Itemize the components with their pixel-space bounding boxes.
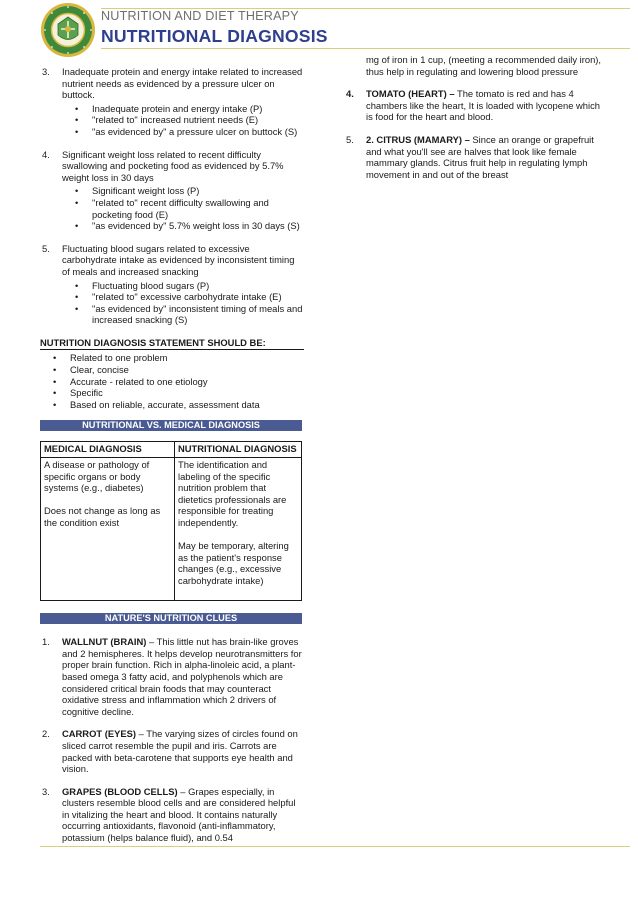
clue-text: The tomato is red and has 4 chambers like the heart, It is loaded with lycopene which is food for the heart and blood. <box>366 88 600 123</box>
clue-text: – Grapes especially, in clusters resemble blood cells and are considered helpful in vitalizing the heart and blood. It contains naturally occurring antioxidants, flavonoid (anti-inflammatory, potassium (helps balance fluid), and 0.54 <box>62 785 296 844</box>
sub-list <box>62 103 304 138</box>
clue-text: Since an orange or grapefruit and what you'll see are halves that look like female mammary glands. Citrus fruit help in regulating lymph movement in and out of the breast <box>366 133 594 180</box>
statement-heading: NUTRITION DIAGNOSIS STATEMENT SHOULD BE: <box>40 337 304 351</box>
item-text <box>62 728 304 774</box>
table-row <box>41 458 302 601</box>
list-item <box>40 728 304 774</box>
clue-label: CARROT (EYES) <box>62 728 136 740</box>
nutritional-cell <box>175 458 302 601</box>
comparison-banner: NUTRITIONAL VS. MEDICAL DIAGNOSIS <box>40 420 302 431</box>
page-header <box>0 0 638 58</box>
clues-banner: NATURE'S NUTRITION CLUES <box>40 613 302 624</box>
course-title: NUTRITION AND DIET THERAPY <box>101 9 299 23</box>
sub-list-item: • "as evidenced by" a pressure ulcer on buttock (S) <box>62 126 304 138</box>
sub-list-item: • Inadequate protein and energy intake (P) <box>62 103 304 115</box>
item-number: 5. <box>42 242 50 254</box>
nutritional-definition: The identification and labeling of the specific nutrition problem that dietetics professionals are responsible for treating independently. <box>178 459 287 528</box>
item-number: 2. <box>42 728 50 740</box>
item-text <box>366 88 606 123</box>
footer-rule <box>40 846 630 847</box>
item-text <box>62 786 304 844</box>
clue-text: – This little nut has brain-like groves and 2 hemispheres. It helps develop neurotransmitters for proper brain function. Rich in alpha-linoleic acid, a plant-based omega 3 fatty acid, and polyphenols which are considered critical brain foods that may counteract oxidative stress and inflammation which 2 drivers of cognitive decline. <box>62 636 302 717</box>
medical-change-note: Does not change as long as the condition exist <box>44 505 161 528</box>
item-number: 4. <box>42 148 50 160</box>
item-text: Fluctuating blood sugars related to excessive carbohydrate intake as evidenced by inconsistent timing of meals and increased snacking <box>62 242 295 277</box>
column-header-medical: MEDICAL DIAGNOSIS <box>41 442 175 458</box>
statement-item: • Based on reliable, accurate, assessment data <box>40 399 304 411</box>
sub-list-item: • "as evidenced by" 5.7% weight loss in 30 days (S) <box>62 220 304 232</box>
column-header-nutritional: NUTRITIONAL DIAGNOSIS <box>175 442 302 458</box>
item-number: 5. <box>346 133 354 145</box>
clue-label: GRAPES (BLOOD CELLS) <box>62 785 178 797</box>
comparison-table <box>40 441 302 601</box>
item-number: 3. <box>42 785 50 797</box>
clue-text: – The varying sizes of circles found on sliced carrot resemble the pupil and iris. Carrots are packed with beta-carotene that supports eye health and vision. <box>62 728 298 775</box>
list-item <box>344 88 606 123</box>
sub-list-item: • "related to" recent difficulty swallowing and pocketing food (E) <box>62 197 304 220</box>
sub-list-item: • Fluctuating blood sugars (P) <box>62 280 304 292</box>
list-item <box>40 786 304 844</box>
item-text <box>366 134 606 180</box>
left-column <box>40 66 304 855</box>
item-text: Significant weight loss related to recent difficulty swallowing and pocketing food as evidenced by 5.7% weight loss in 30 days <box>62 148 284 183</box>
sub-list-item: • Significant weight loss (P) <box>62 185 304 197</box>
item-number: 3. <box>42 66 50 77</box>
list-item <box>40 636 304 717</box>
sub-list-item: • "related to" excessive carbohydrate intake (E) <box>62 291 304 303</box>
list-item <box>40 66 304 138</box>
continuation-text: mg of iron in 1 cup, (meeting a recommended daily iron), thus help in regulating and lowering blood pressure <box>366 54 602 77</box>
list-item <box>40 243 304 326</box>
table-header-row <box>41 442 302 458</box>
sub-list <box>62 185 304 231</box>
right-column <box>344 54 606 191</box>
item-number: 1. <box>42 636 50 648</box>
statement-item: • Clear, concise <box>40 364 304 376</box>
clue-label: TOMATO (HEART) – <box>366 88 455 100</box>
medical-cell <box>41 458 175 601</box>
item-number: 4. <box>346 88 354 100</box>
clue-label: 2. CITRUS (MAMARY) – <box>366 133 470 145</box>
continuation-text-block <box>344 54 606 77</box>
item-text <box>62 636 304 717</box>
page-title: NUTRITIONAL DIAGNOSIS <box>101 26 328 46</box>
statement-item: • Related to one problem <box>40 352 304 364</box>
statement-item: • Specific <box>40 387 304 399</box>
nutritional-change-note: May be temporary, altering as the patient's response changes (e.g., excessive carbohydrate intake) <box>178 540 289 586</box>
sub-list-item: • "as evidenced by" inconsistent timing of meals and increased snacking (S) <box>62 303 304 326</box>
clue-label: WALLNUT (BRAIN) <box>62 636 147 648</box>
medical-definition: A disease or pathology of specific organs or body systems (e.g., diabetes) <box>44 459 150 494</box>
item-text: Inadequate protein and energy intake related to increased nutrient needs as evidenced by a pressure ulcer on buttock. <box>62 66 303 101</box>
header-bottom-rule <box>101 48 630 49</box>
statement-list <box>40 352 304 410</box>
list-item <box>344 134 606 180</box>
list-item <box>40 149 304 232</box>
sub-list-item: • "related to" increased nutrient needs (E) <box>62 114 304 126</box>
statement-item: • Accurate - related to one etiology <box>40 376 304 388</box>
school-seal-logo <box>40 2 96 58</box>
sub-list <box>62 280 304 326</box>
